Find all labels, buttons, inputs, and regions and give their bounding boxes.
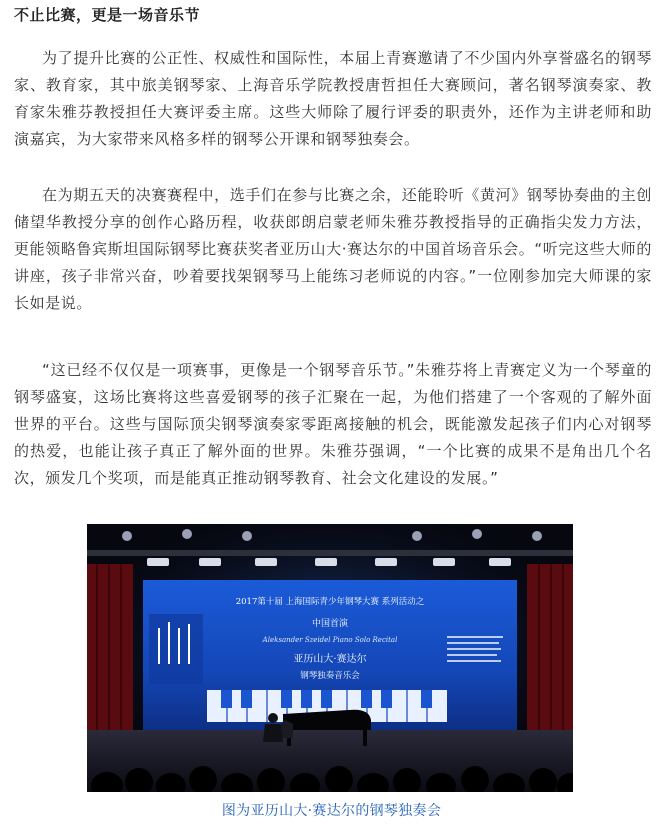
paragraph-2 — [14, 182, 652, 317]
photo-caption: 图为亚历山大·赛达尔的钢琴独奏会 — [221, 803, 442, 819]
paragraph-3 — [14, 357, 652, 492]
paragraph-2-text: 在为期五天的决赛赛程中，选手们在参与比赛之余，还能聆听《黄河》钢琴协奏曲的主创储望华教授分享的创作心路历程，收获郎朗启蒙老师朱雅芬教授指导的正确指尖发力方法，更能领略鲁宾斯坦国际钢琴比赛获奖者亚历山大·赛达尔的中国首场音乐会。“听完这些大师的讲座，孩子非常兴奋，吵着要找架钢琴马上能练习老师说的内容。”一位刚参加完大师课的家长如是说。 — [14, 186, 652, 312]
screen-title: 2017第十届 上海国际青少年钢琴大赛 系列活动之 — [235, 597, 425, 607]
concert-photo-illustration — [87, 524, 573, 792]
paragraph-1-text: 为了提升比赛的公正性、权威性和国际性，本届上青赛邀请了不少国内外享誉盛名的钢琴家、教育家，其中旅美钢琴家、上海音乐学院教授唐哲担任大赛顾问，著名钢琴演奏家、教育家朱雅芬教授担任大赛评委主席。这些大师除了履行评委的职责外，还作为主讲老师和助演嘉宾，为大家带来风格多样的钢琴公开课和钢琴独奏会。 — [14, 49, 652, 148]
paragraph-3-text: “这已经不仅仅是一项赛事，更像是一个钢琴音乐节。”朱雅芬将上青赛定义为一个琴童的钢琴盛宴，这场比赛将这些喜爱钢琴的孩子汇聚在一起，为他们搭建了一个客观的了解外面世界的平台。这些与国际顶尖钢琴演奏家零距离接触的机会，既能激发起孩子们内心对钢琴的热爱，也能让孩子真正了解外面的世界。朱雅芬强调，“一个比赛的成果不是角出几个名次，颁发几个奖项，而是能真正推动钢琴教育、社会文化建设的发展。” — [14, 361, 652, 487]
screen-line-2: Aleksander Szeidel Piano Solo Recital — [262, 636, 398, 644]
paragraph-1 — [14, 45, 652, 153]
screen-line-1: 中国首演 — [311, 619, 349, 629]
section-heading: 不止比赛，更是一场音乐节 — [14, 6, 201, 24]
concert-photo — [87, 524, 573, 792]
screen-line-4: 钢琴独奏音乐会 — [300, 671, 360, 681]
screen-line-3: 亚历山大·赛达尔 — [293, 654, 367, 665]
